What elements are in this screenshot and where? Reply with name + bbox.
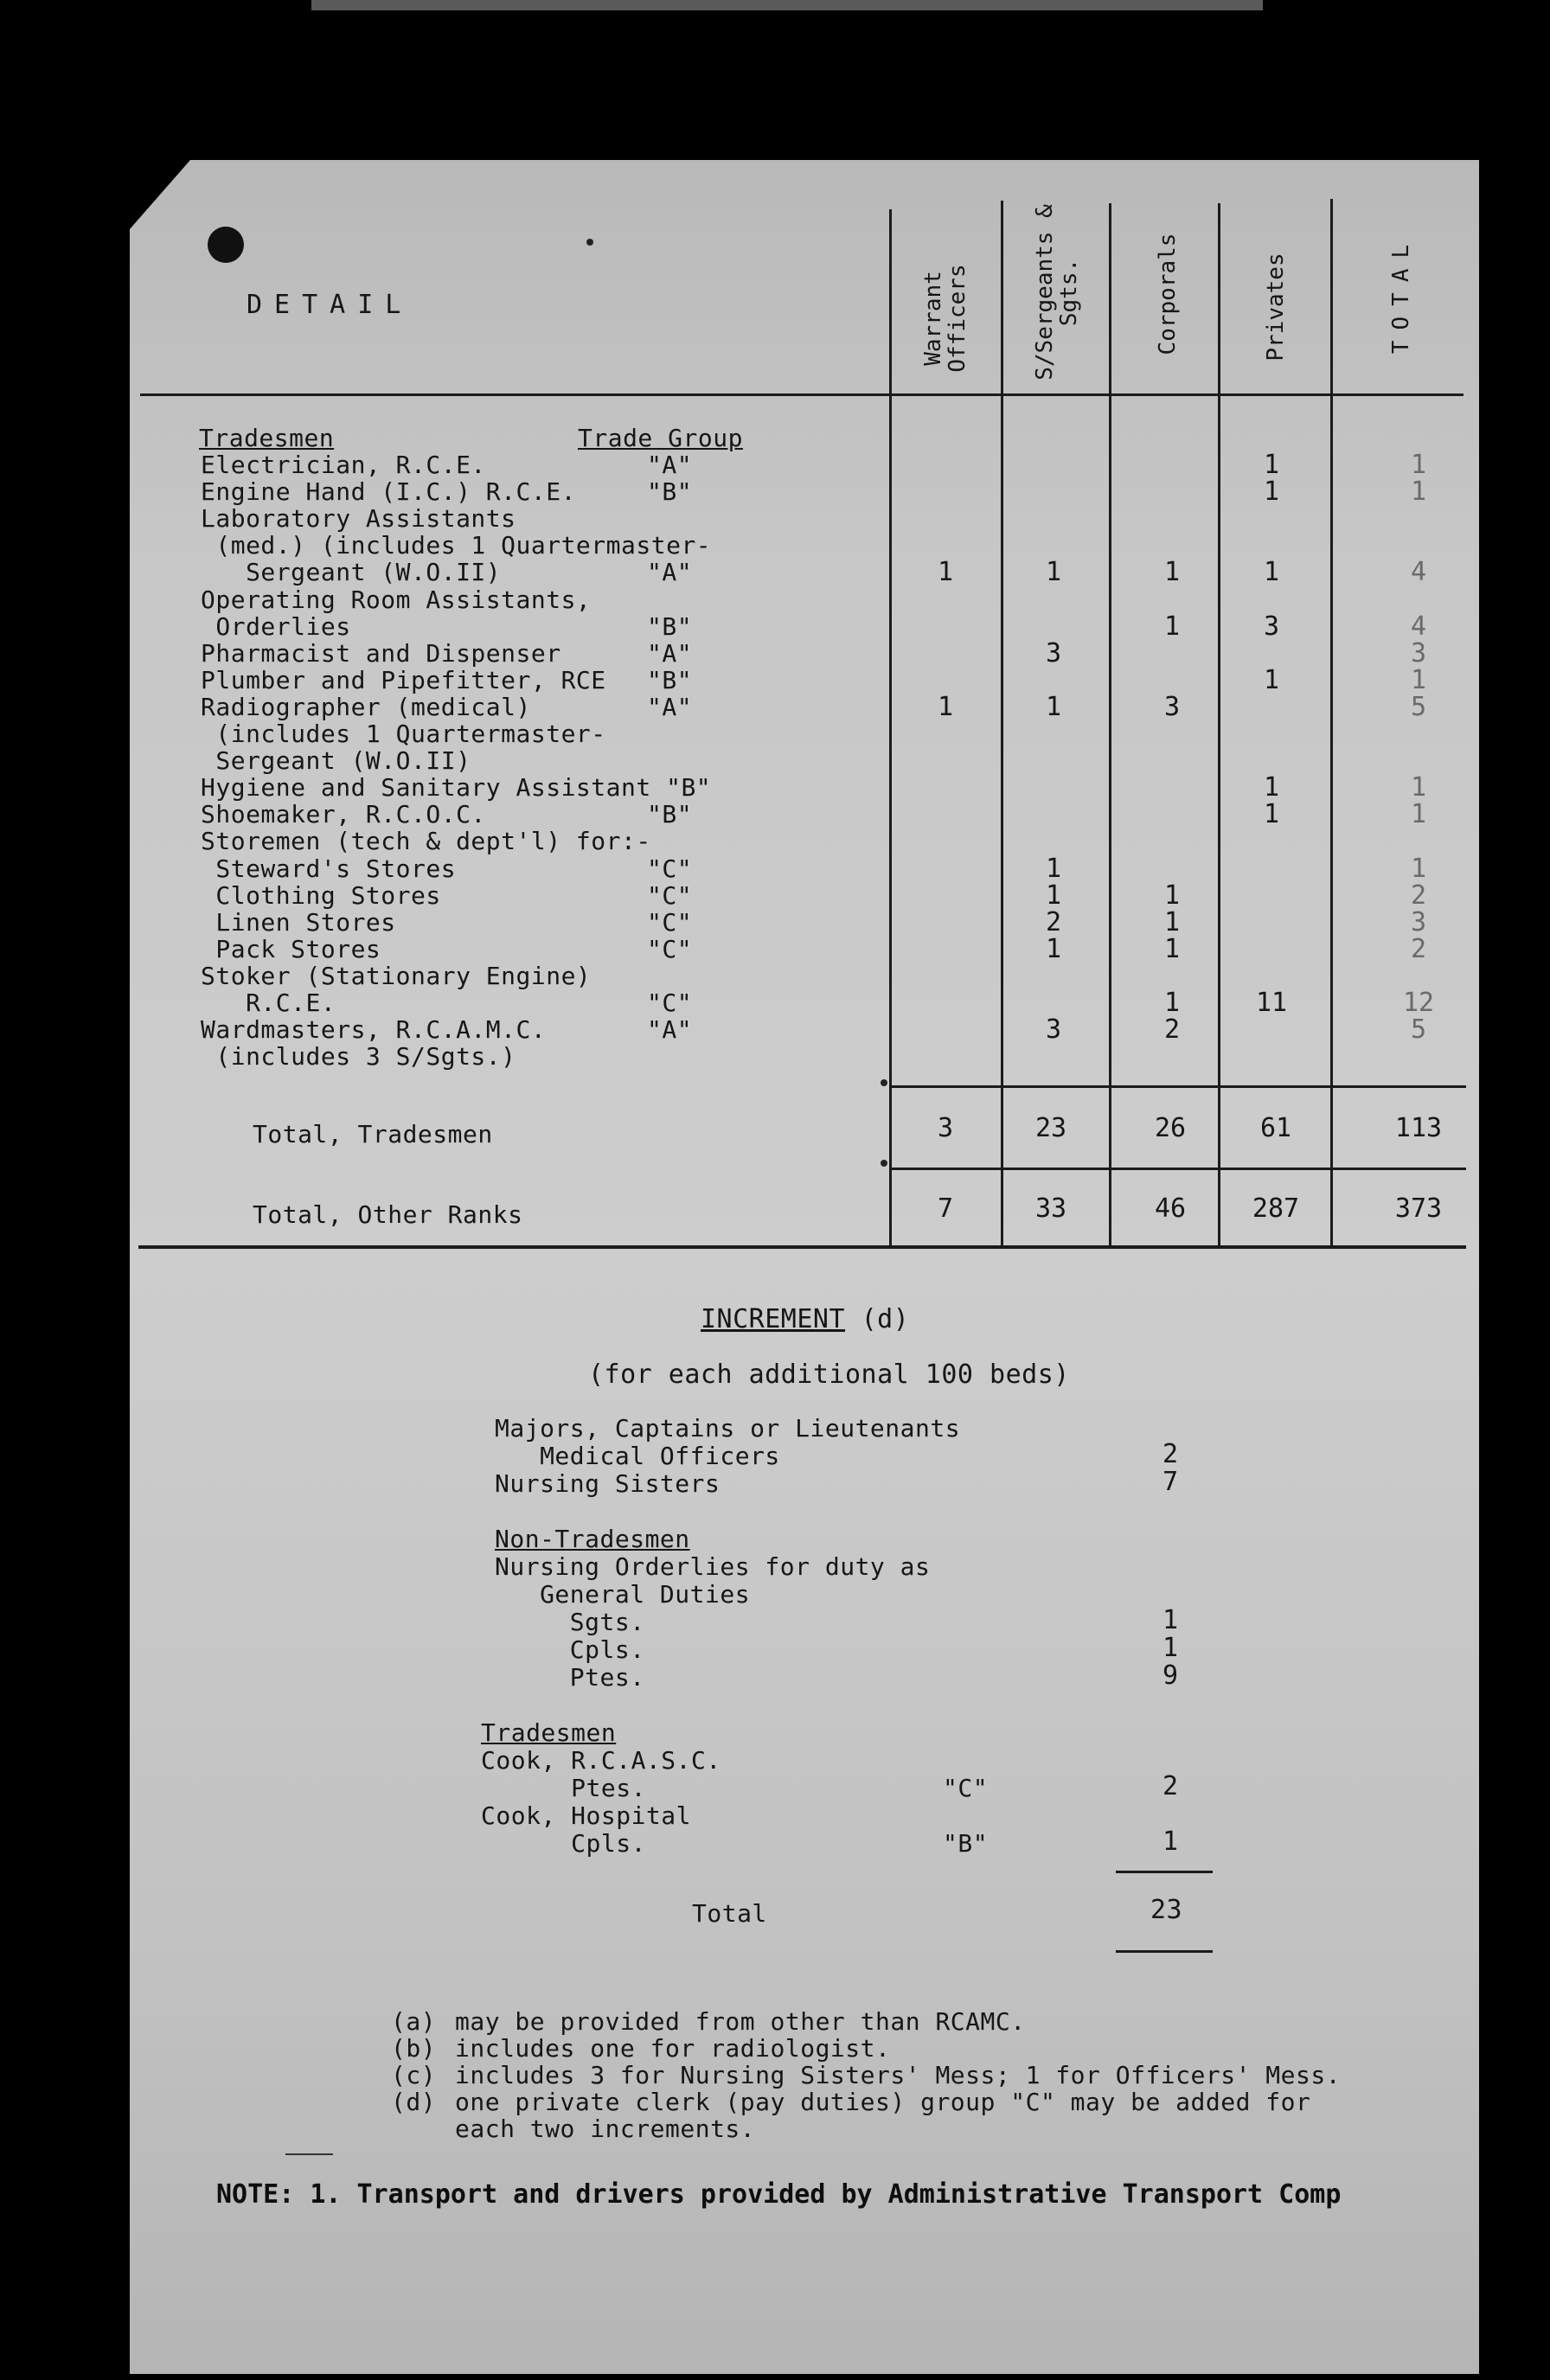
cell-tot: 1 bbox=[1410, 665, 1427, 695]
increment-title bbox=[701, 1306, 909, 1333]
trade-group-value: "C" bbox=[647, 854, 693, 883]
detail-row-text: Pharmacist and Dispenser bbox=[201, 639, 561, 668]
cell-cpl: 1 bbox=[1163, 934, 1181, 964]
increment-value: 2 bbox=[1162, 1771, 1179, 1801]
cell-tot: 4 bbox=[1410, 611, 1427, 642]
increment-total-label: Total bbox=[692, 1899, 767, 1928]
detail-row-text: Electrician, R.C.E. bbox=[201, 451, 486, 479]
header-total: TOTAL bbox=[1388, 234, 1414, 355]
detail-row-text: Laboratory Assistants bbox=[201, 504, 516, 533]
total-other-ranks-sgt: 33 bbox=[1034, 1193, 1067, 1224]
cell-cpl: 2 bbox=[1163, 1014, 1181, 1045]
total-other-ranks-cpl: 46 bbox=[1154, 1193, 1187, 1224]
total-rule-2 bbox=[891, 1168, 1466, 1170]
detail-row-text: R.C.E. bbox=[201, 988, 336, 1017]
increment-total-value: 23 bbox=[1150, 1895, 1183, 1925]
note-line: NOTE: 1. Transport and drivers provided by Administrative Transport Comp bbox=[216, 2179, 1342, 2210]
detail-header: DETAIL bbox=[247, 290, 413, 320]
increment-line: Medical Officers bbox=[495, 1442, 780, 1470]
detail-row-text: Engine Hand (I.C.) R.C.E. bbox=[201, 477, 576, 506]
footnote-mark: (b) bbox=[391, 2034, 437, 2063]
increment-line: Tradesmen bbox=[481, 1718, 617, 1747]
cell-sgt: 1 bbox=[1045, 854, 1062, 884]
cell-tot: 1 bbox=[1410, 799, 1427, 829]
footnote-text: each two increments. bbox=[455, 2114, 756, 2143]
total-tradesmen-pte: 61 bbox=[1259, 1113, 1292, 1143]
cell-cpl: 1 bbox=[1163, 880, 1181, 911]
total-rule-1 bbox=[891, 1085, 1466, 1088]
table-bottom-rule bbox=[138, 1245, 1466, 1249]
total-other-ranks-total: 373 bbox=[1394, 1193, 1443, 1224]
detail-row-text: Steward's Stores bbox=[201, 854, 457, 883]
increment-subtitle: (for each additional 100 beds) bbox=[588, 1360, 1070, 1390]
cell-tot: 2 bbox=[1410, 880, 1427, 911]
increment-line: Nursing Sisters bbox=[495, 1469, 721, 1498]
cell-tot: 5 bbox=[1410, 692, 1427, 722]
footnote-text: includes 3 for Nursing Sisters' Mess; 1 for Officers' Mess. bbox=[455, 2061, 1342, 2089]
cell-pte: 1 bbox=[1263, 557, 1280, 587]
detail-row-text: (includes 1 Quartermaster- bbox=[201, 720, 606, 748]
detail-row-text: Radiographer (medical) bbox=[201, 693, 531, 721]
cell-tot: 4 bbox=[1410, 557, 1427, 587]
increment-value: 7 bbox=[1162, 1467, 1179, 1497]
speck bbox=[586, 239, 593, 246]
detail-row-text: (includes 3 S/Sgts.) bbox=[201, 1042, 516, 1071]
increment-sum-rule bbox=[1116, 1871, 1213, 1873]
increment-total-rule bbox=[1116, 1950, 1213, 1953]
detail-row-text: Orderlies bbox=[201, 612, 351, 641]
speck bbox=[881, 1160, 887, 1167]
increment-value: 1 bbox=[1162, 1633, 1179, 1663]
cell-sgt: 3 bbox=[1045, 1014, 1062, 1045]
detail-row-text: (med.) (includes 1 Quartermaster- bbox=[201, 531, 712, 560]
cell-pte: 1 bbox=[1263, 477, 1280, 507]
cell-pte: 1 bbox=[1263, 450, 1280, 480]
footnote-text: may be provided from other than RCAMC. bbox=[455, 2007, 1026, 2036]
total-other-ranks-pte: 287 bbox=[1252, 1193, 1300, 1224]
trade-group-subhead: Trade Group bbox=[578, 424, 743, 452]
trade-group-value: "C" bbox=[647, 881, 693, 910]
header-sergeants: S/Sergeants & Sgts. bbox=[1032, 204, 1082, 381]
column-rule bbox=[1001, 201, 1003, 1247]
column-rule bbox=[889, 209, 892, 1247]
increment-title-suffix: (d) bbox=[861, 1304, 910, 1334]
increment-line: Nursing Orderlies for duty as bbox=[495, 1552, 931, 1581]
cell-sgt: 2 bbox=[1045, 907, 1062, 937]
detail-row-text: Shoemaker, R.C.O.C. bbox=[201, 800, 486, 829]
cell-tot: 12 bbox=[1402, 988, 1435, 1018]
increment-line: General Duties bbox=[495, 1580, 751, 1609]
increment-line: Cpls. bbox=[495, 1635, 645, 1664]
footnote-mark: (d) bbox=[391, 2088, 437, 2116]
column-rule bbox=[1330, 199, 1333, 1247]
cell-wo: 1 bbox=[937, 692, 954, 722]
increment-value: 2 bbox=[1162, 1439, 1179, 1469]
trade-group-value: "A" bbox=[647, 639, 693, 668]
increment-group: "C" bbox=[943, 1774, 989, 1802]
total-other-ranks-label: Total, Other Ranks bbox=[253, 1200, 523, 1229]
cell-sgt: 3 bbox=[1045, 638, 1062, 669]
note-rule bbox=[285, 2153, 333, 2155]
total-tradesmen-sgt: 23 bbox=[1034, 1113, 1067, 1143]
footnote-text: includes one for radiologist. bbox=[455, 2034, 891, 2063]
increment-value: 1 bbox=[1162, 1605, 1179, 1635]
total-tradesmen-total: 113 bbox=[1394, 1113, 1443, 1143]
cell-tot: 1 bbox=[1410, 772, 1427, 803]
increment-line: Cpls. bbox=[481, 1829, 646, 1858]
increment-line: Sgts. bbox=[495, 1608, 645, 1636]
previous-page-edge bbox=[311, 0, 1263, 10]
increment-line: Majors, Captains or Lieutenants bbox=[495, 1414, 961, 1443]
tradesmen-subhead: Tradesmen bbox=[199, 424, 335, 452]
cell-tot: 2 bbox=[1410, 934, 1427, 964]
trade-group-value: "B" bbox=[647, 612, 693, 641]
header-rule bbox=[140, 393, 1464, 396]
detail-row-text: Linen Stores bbox=[201, 908, 396, 937]
cell-cpl: 1 bbox=[1163, 611, 1181, 642]
cell-wo: 1 bbox=[937, 557, 954, 587]
total-tradesmen-wo: 3 bbox=[937, 1113, 954, 1143]
increment-value: 1 bbox=[1162, 1827, 1179, 1857]
increment-line: Cook, R.C.A.S.C. bbox=[481, 1746, 721, 1775]
footnote-text: one private clerk (pay duties) group "C" may be added for bbox=[455, 2088, 1311, 2116]
header-privates: Privates bbox=[1263, 253, 1289, 361]
column-rule bbox=[1109, 203, 1111, 1247]
cell-pte: 1 bbox=[1263, 665, 1280, 695]
increment-group: "B" bbox=[943, 1829, 989, 1858]
increment-line: Ptes. bbox=[481, 1774, 646, 1802]
total-tradesmen-label: Total, Tradesmen bbox=[253, 1120, 493, 1148]
cell-tot: 1 bbox=[1410, 477, 1427, 507]
trade-group-value: "C" bbox=[647, 935, 693, 963]
cell-sgt: 1 bbox=[1045, 934, 1062, 964]
trade-group-value: "B" bbox=[647, 477, 693, 506]
increment-line: Cook, Hospital bbox=[481, 1801, 692, 1830]
cell-pte: 3 bbox=[1263, 611, 1280, 642]
trade-group-value: "C" bbox=[647, 988, 693, 1017]
cell-sgt: 1 bbox=[1045, 880, 1062, 911]
cell-cpl: 1 bbox=[1163, 557, 1181, 587]
total-other-ranks-wo: 7 bbox=[937, 1193, 954, 1224]
cell-cpl: 3 bbox=[1163, 692, 1181, 722]
cell-cpl: 1 bbox=[1163, 988, 1181, 1018]
increment-title-text: INCREMENT bbox=[701, 1304, 846, 1334]
trade-group-value: "A" bbox=[647, 451, 693, 479]
trade-group-value: "A" bbox=[647, 558, 693, 586]
detail-row-text: Plumber and Pipefitter, RCE bbox=[201, 666, 606, 694]
punch-hole bbox=[208, 227, 244, 263]
trade-group-value: "B" bbox=[647, 666, 693, 694]
increment-line: Non-Tradesmen bbox=[495, 1525, 690, 1553]
cell-pte: 11 bbox=[1255, 988, 1288, 1018]
detail-row-text: Sergeant (W.O.II) bbox=[201, 558, 502, 586]
cell-tot: 1 bbox=[1410, 854, 1427, 884]
detail-row-text: Wardmasters, R.C.A.M.C. bbox=[201, 1015, 547, 1044]
cell-tot: 3 bbox=[1410, 907, 1427, 937]
trade-group-value: "C" bbox=[647, 908, 693, 937]
cell-tot: 1 bbox=[1410, 450, 1427, 480]
cell-tot: 5 bbox=[1410, 1014, 1427, 1045]
total-tradesmen-cpl: 26 bbox=[1154, 1113, 1187, 1143]
column-rule bbox=[1218, 203, 1220, 1247]
footnote-mark: (c) bbox=[391, 2061, 437, 2089]
cell-sgt: 1 bbox=[1045, 557, 1062, 587]
increment-value: 9 bbox=[1162, 1660, 1179, 1691]
detail-row-text: Stoker (Stationary Engine) bbox=[201, 962, 592, 990]
detail-row-text: Pack Stores bbox=[201, 935, 381, 963]
header-corporals: Corporals bbox=[1155, 233, 1181, 355]
increment-line: Ptes. bbox=[495, 1663, 645, 1692]
cell-sgt: 1 bbox=[1045, 692, 1062, 722]
detail-row-text: Hygiene and Sanitary Assistant "B" bbox=[201, 773, 712, 802]
cell-pte: 1 bbox=[1263, 799, 1280, 829]
detail-row-text: Sergeant (W.O.II) bbox=[201, 746, 471, 775]
cell-pte: 1 bbox=[1263, 772, 1280, 803]
detail-row-text: Operating Room Assistants, bbox=[201, 585, 592, 614]
speck bbox=[881, 1079, 887, 1086]
cell-tot: 3 bbox=[1410, 638, 1427, 669]
trade-group-value: "A" bbox=[647, 1015, 693, 1044]
detail-row-text: Clothing Stores bbox=[201, 881, 441, 910]
trade-group-value: "B" bbox=[647, 800, 693, 829]
footnote-mark: (a) bbox=[391, 2007, 437, 2036]
detail-row-text: Storemen (tech & dept'l) for:- bbox=[201, 827, 651, 855]
cell-cpl: 1 bbox=[1163, 907, 1181, 937]
header-warrant-officers: Warrant Officers bbox=[920, 264, 970, 373]
trade-group-value: "A" bbox=[647, 693, 693, 721]
